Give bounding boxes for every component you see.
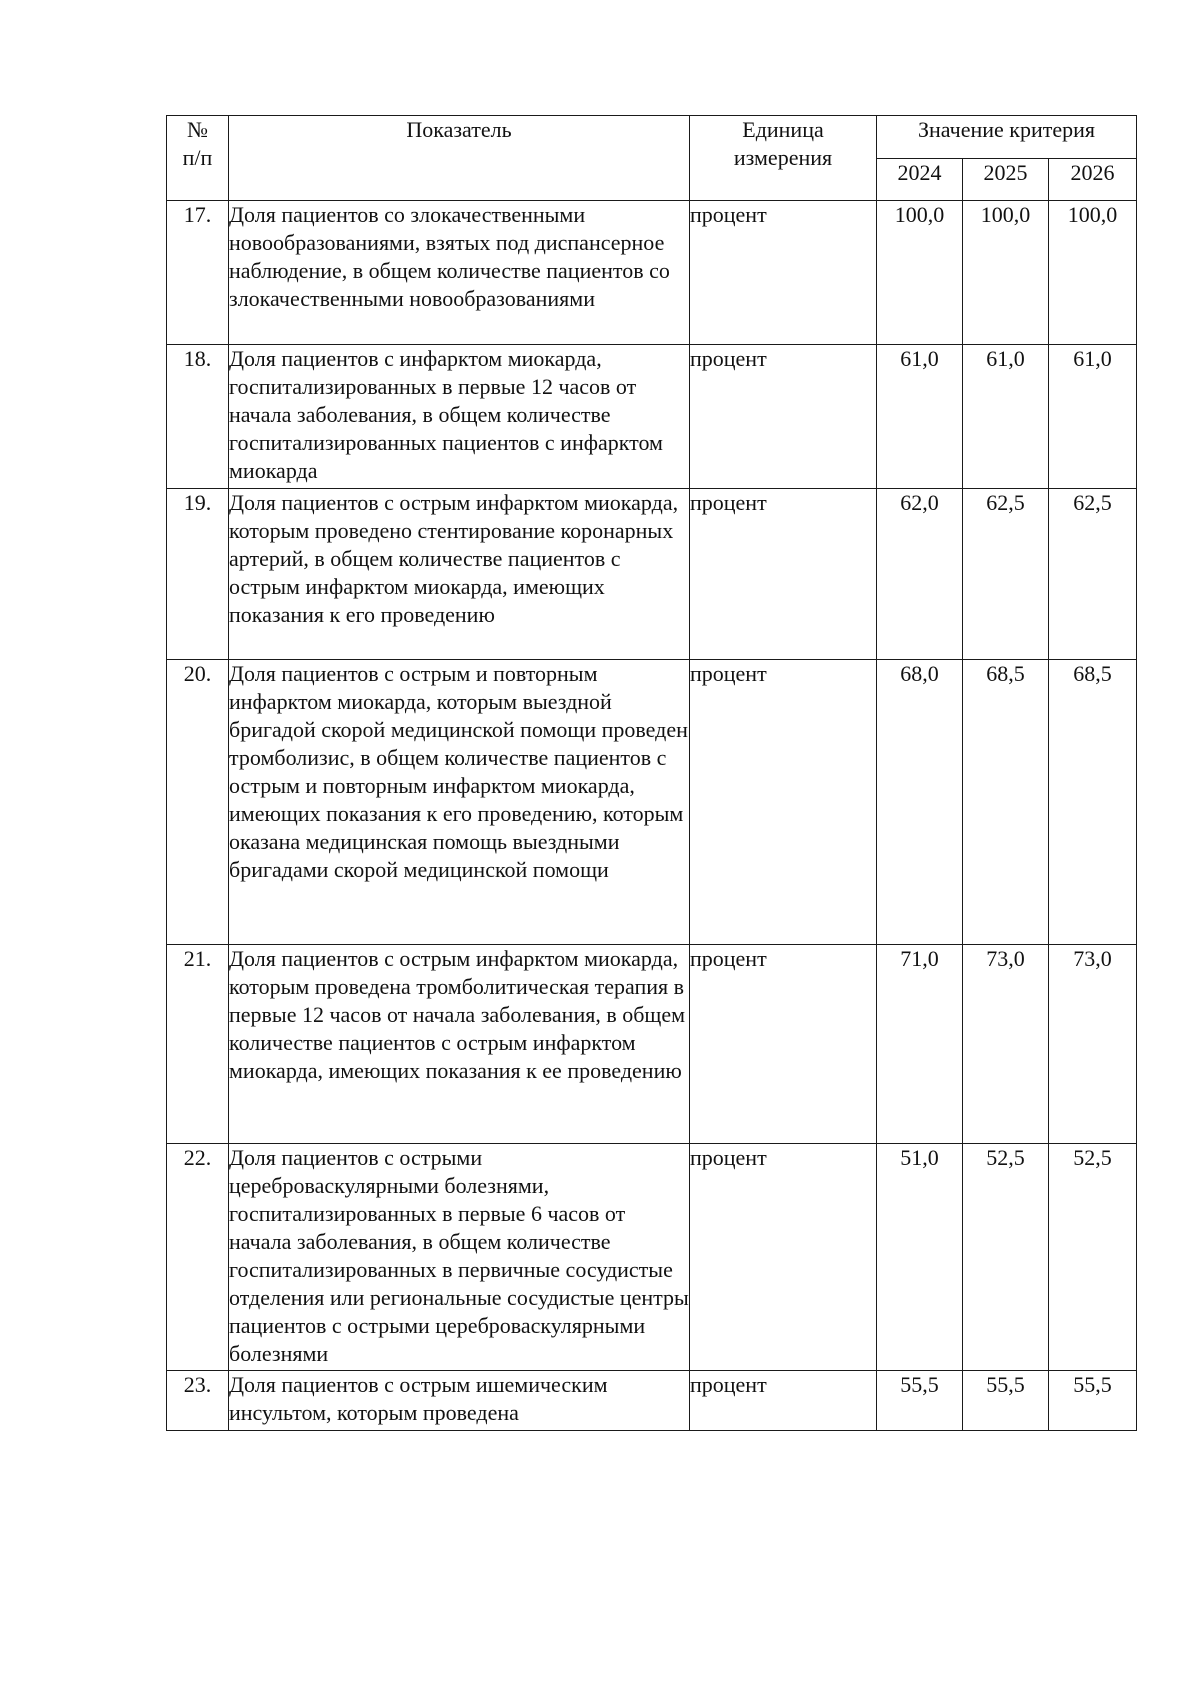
row-number: 19. bbox=[167, 489, 229, 660]
row-value-2024: 100,0 bbox=[877, 201, 963, 345]
row-value-2026: 73,0 bbox=[1049, 945, 1137, 1144]
row-value-2024: 51,0 bbox=[877, 1144, 963, 1371]
table-row bbox=[167, 1144, 1137, 1371]
row-value-2025: 68,5 bbox=[963, 660, 1049, 945]
row-indicator: Доля пациентов с инфарктом миокарда, госпитализированных в первые 12 часов от начала заболевания, в общем количестве госпитализированных пациентов с инфарктом миокарда bbox=[229, 345, 690, 489]
header-criterion: Значение критерия bbox=[877, 116, 1137, 159]
row-unit: процент bbox=[690, 1144, 877, 1371]
row-value-2024: 55,5 bbox=[877, 1371, 963, 1431]
header-year-2025: 2025 bbox=[963, 158, 1049, 201]
row-unit: процент bbox=[690, 660, 877, 945]
header-unit bbox=[690, 116, 877, 201]
row-number: 18. bbox=[167, 345, 229, 489]
row-value-2026: 52,5 bbox=[1049, 1144, 1137, 1371]
row-value-2026: 62,5 bbox=[1049, 489, 1137, 660]
header-num-label: № п/п bbox=[182, 117, 213, 170]
row-unit: процент bbox=[690, 345, 877, 489]
table-row bbox=[167, 945, 1137, 1144]
row-value-2025: 61,0 bbox=[963, 345, 1049, 489]
row-indicator: Доля пациентов с острым и повторным инфарктом миокарда, которым выездной бригадой скорой медицинской помощи проведен тромболизис, в общем количестве пациентов с острым и повторным инфарктом миокарда, имеющих показания к его проведению, которым оказана медицинская помощь выездными бригадами скорой медицинской помощи bbox=[229, 660, 690, 945]
row-unit: процент bbox=[690, 201, 877, 345]
row-value-2024: 61,0 bbox=[877, 345, 963, 489]
row-value-2024: 68,0 bbox=[877, 660, 963, 945]
row-value-2025: 100,0 bbox=[963, 201, 1049, 345]
header-year-2026: 2026 bbox=[1049, 158, 1137, 201]
row-value-2025: 73,0 bbox=[963, 945, 1049, 1144]
row-indicator: Доля пациентов с острым инфарктом миокарда, которым проведена тромболитическая терапия в первые 12 часов от начала заболевания, в общем количестве пациентов с острым инфарктом миокарда, имеющих показания к ее проведению bbox=[229, 945, 690, 1144]
table-row bbox=[167, 345, 1137, 489]
table-row bbox=[167, 1371, 1137, 1431]
row-value-2026: 61,0 bbox=[1049, 345, 1137, 489]
table-row bbox=[167, 660, 1137, 945]
row-number: 17. bbox=[167, 201, 229, 345]
row-value-2026: 100,0 bbox=[1049, 201, 1137, 345]
criteria-table bbox=[166, 115, 1137, 1431]
row-value-2025: 52,5 bbox=[963, 1144, 1049, 1371]
row-value-2024: 71,0 bbox=[877, 945, 963, 1144]
table-row bbox=[167, 201, 1137, 345]
table-row bbox=[167, 489, 1137, 660]
row-value-2024: 62,0 bbox=[877, 489, 963, 660]
header-row bbox=[167, 116, 1137, 159]
row-value-2025: 55,5 bbox=[963, 1371, 1049, 1431]
header-indicator: Показатель bbox=[229, 116, 690, 201]
row-number: 22. bbox=[167, 1144, 229, 1371]
header-num bbox=[167, 116, 229, 201]
row-number: 23. bbox=[167, 1371, 229, 1431]
row-unit: процент bbox=[690, 489, 877, 660]
header-year-2024: 2024 bbox=[877, 158, 963, 201]
row-number: 20. bbox=[167, 660, 229, 945]
row-unit: процент bbox=[690, 1371, 877, 1431]
row-number: 21. bbox=[167, 945, 229, 1144]
row-indicator: Доля пациентов с острым ишемическим инсультом, которым проведена bbox=[229, 1371, 690, 1431]
row-value-2026: 55,5 bbox=[1049, 1371, 1137, 1431]
row-unit: процент bbox=[690, 945, 877, 1144]
header-unit-label: Единица измерения bbox=[733, 117, 833, 170]
row-indicator: Доля пациентов с острыми цереброваскулярными болезнями, госпитализированных в первые 6 часов от начала заболевания, в общем количестве госпитализированных в первичные сосудистые отделения или региональные сосудистые центры пациентов с острыми цереброваскулярными болезнями bbox=[229, 1144, 690, 1371]
row-value-2025: 62,5 bbox=[963, 489, 1049, 660]
row-indicator: Доля пациентов со злокачественными новообразованиями, взятых под диспансерное наблюдение, в общем количестве пациентов со злокачественными новообразованиями bbox=[229, 201, 690, 345]
row-indicator: Доля пациентов с острым инфарктом миокарда, которым проведено стентирование коронарных артерий, в общем количестве пациентов с острым инфарктом миокарда, имеющих показания к его проведению bbox=[229, 489, 690, 660]
row-value-2026: 68,5 bbox=[1049, 660, 1137, 945]
